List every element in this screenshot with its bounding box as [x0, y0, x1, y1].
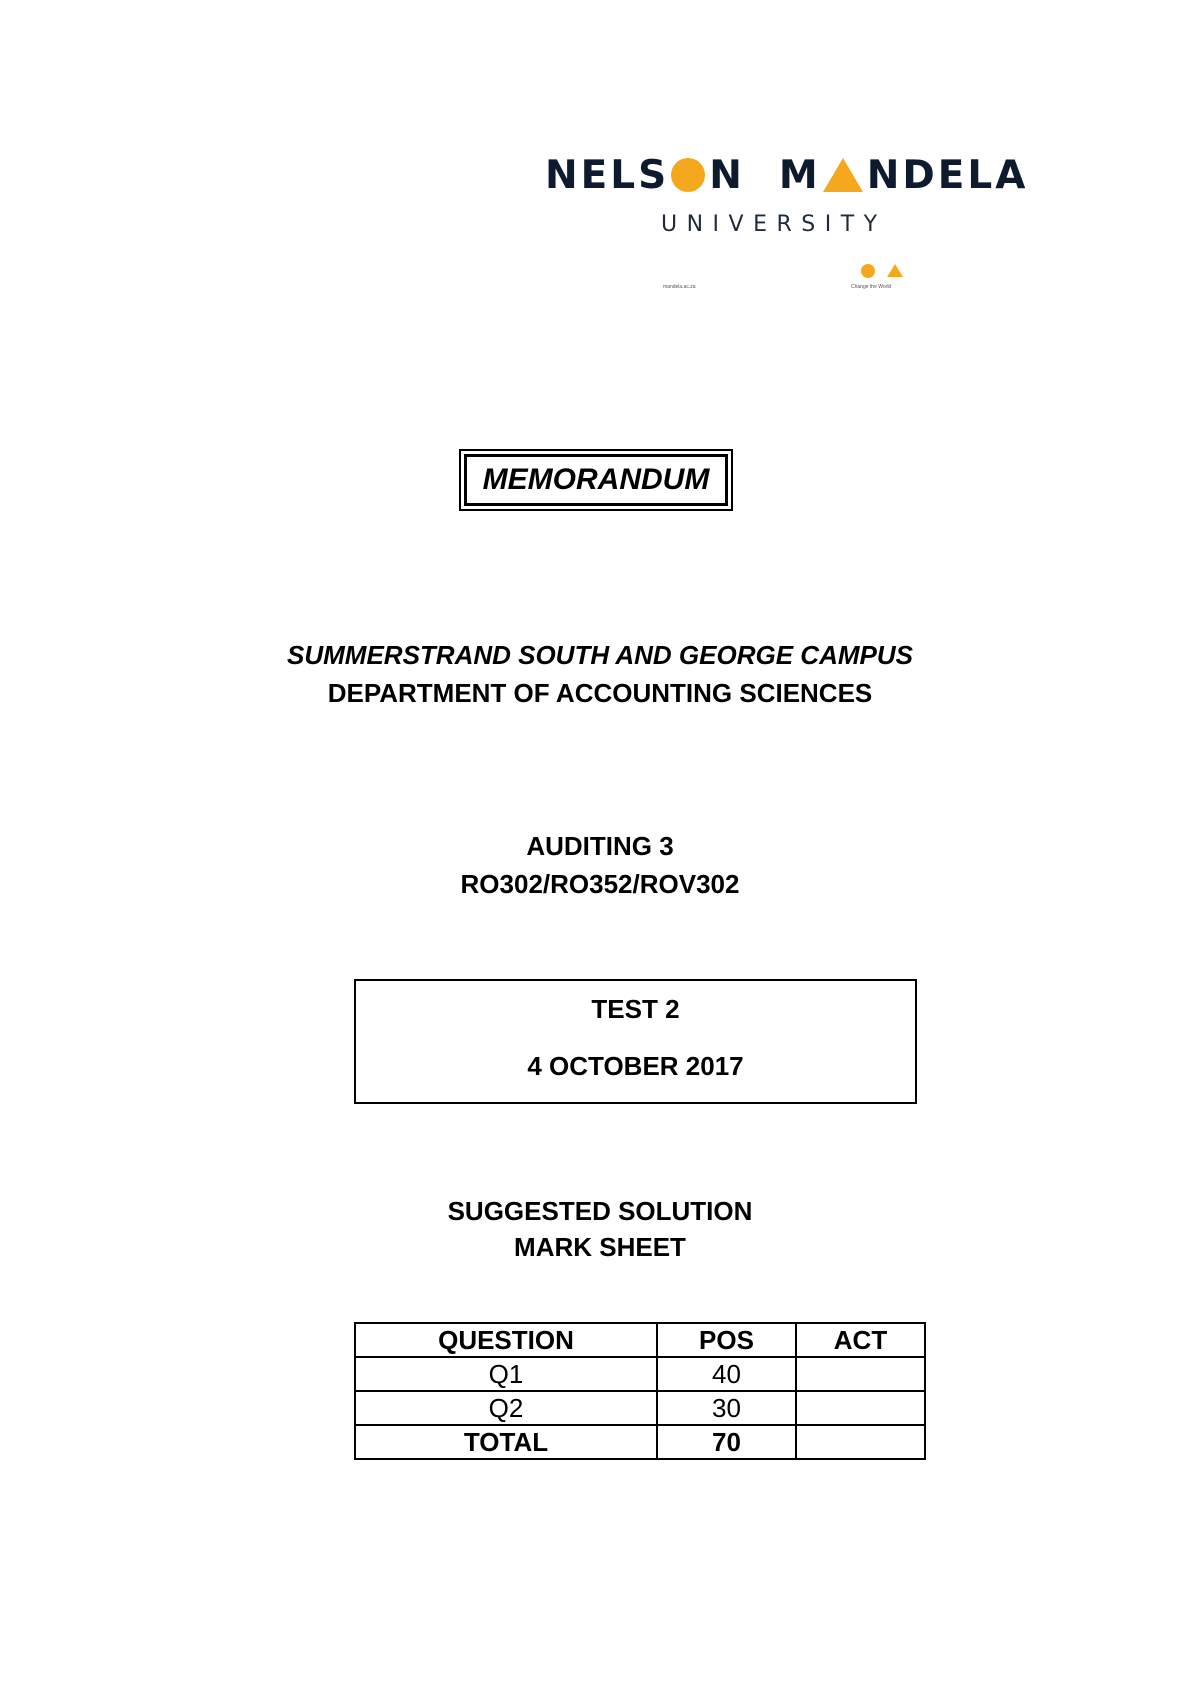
- cell-question: Q1: [355, 1357, 657, 1391]
- cell-act: [796, 1391, 925, 1425]
- table-row: [355, 1357, 925, 1391]
- logo-text-m: M: [778, 152, 821, 198]
- cell-total-label: TOTAL: [355, 1425, 657, 1459]
- logo-small-triangle-icon: [887, 264, 903, 277]
- test-info-box: [354, 979, 917, 1104]
- logo-text-nels: NELS: [545, 152, 670, 198]
- cell-total-pos: 70: [657, 1425, 796, 1459]
- table-total-row: [355, 1425, 925, 1459]
- cell-pos: 40: [657, 1357, 796, 1391]
- department-title: DEPARTMENT OF ACCOUNTING SCIENCES: [327, 678, 873, 708]
- course-name: AUDITING 3: [526, 831, 674, 861]
- cell-pos: 30: [657, 1391, 796, 1425]
- logo-word-mandela: [779, 153, 1029, 198]
- university-logo: [545, 150, 1045, 300]
- mark-sheet-title: MARK SHEET: [514, 1232, 686, 1262]
- cell-question: Q2: [355, 1391, 657, 1425]
- logo-website-text: mandela.ac.za: [663, 284, 696, 290]
- logo-word-nelson: [545, 153, 745, 198]
- test-date: 4 OCTOBER 2017: [527, 1051, 744, 1081]
- logo-small-circle-icon: [861, 264, 875, 278]
- memorandum-label: MEMORANDUM: [482, 463, 710, 496]
- logo-tagline-text: Change the World: [851, 284, 892, 290]
- memorandum-stamp: [459, 449, 733, 511]
- test-title: TEST 2: [591, 994, 680, 1024]
- cell-total-act: [796, 1425, 925, 1459]
- solution-title: SUGGESTED SOLUTION: [447, 1196, 753, 1226]
- campus-title: SUMMERSTRAND SOUTH AND GEORGE CAMPUS: [287, 640, 913, 670]
- header-act: ACT: [796, 1323, 925, 1357]
- logo-text-n: N: [709, 152, 745, 198]
- logo-text-ndela: NDELA: [866, 152, 1029, 198]
- mark-sheet-table: [354, 1322, 926, 1460]
- cell-act: [796, 1357, 925, 1391]
- course-codes: RO302/RO352/ROV302: [460, 869, 740, 899]
- logo-university-text: UNIVERSITY: [661, 212, 887, 237]
- header-question: QUESTION: [355, 1323, 657, 1357]
- logo-circle-icon: [671, 158, 705, 192]
- table-row: [355, 1391, 925, 1425]
- logo-triangle-icon: [823, 158, 863, 192]
- header-pos: POS: [657, 1323, 796, 1357]
- table-header-row: [355, 1323, 925, 1357]
- logo-wordmark: [545, 150, 1035, 200]
